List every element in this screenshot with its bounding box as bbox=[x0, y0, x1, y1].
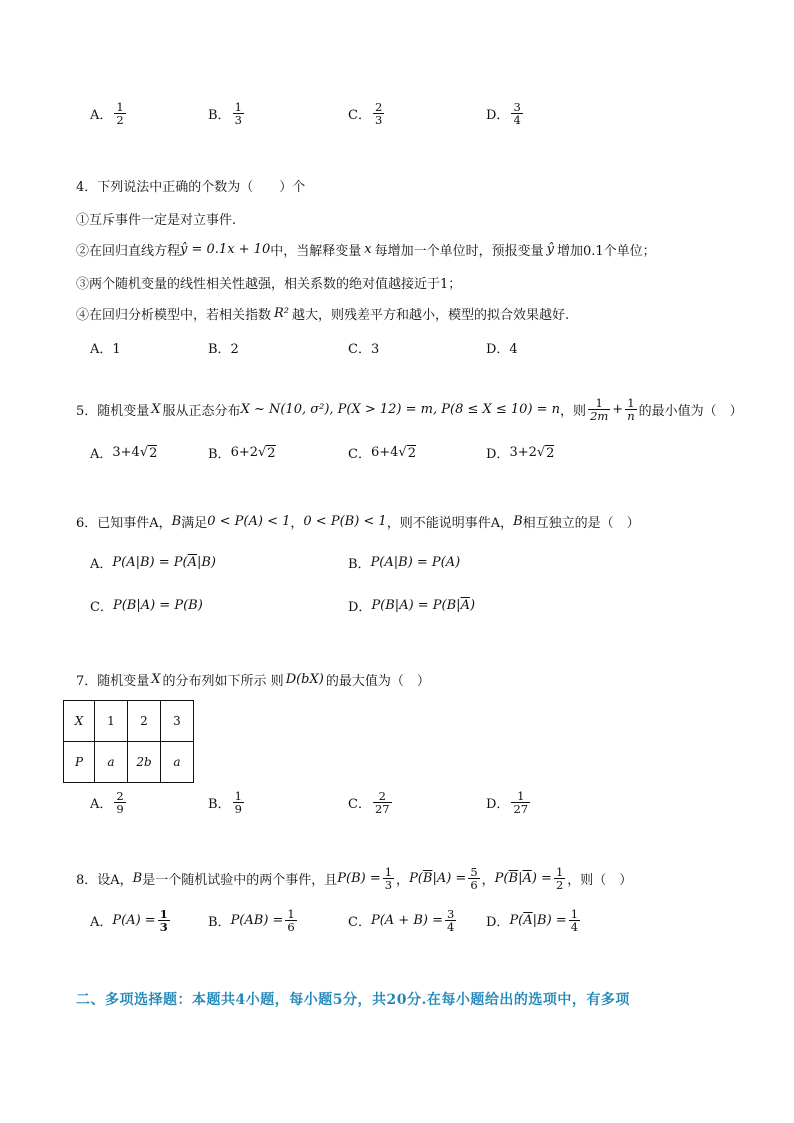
q8-option-b: B． P(AB) = $\frac{1}{6}$ bbox=[208, 907, 295, 935]
q4-stem: 4．下列说法中正确的个数为（ ）个 bbox=[76, 180, 306, 195]
q6-option-b: B． P(A|B) = P(A) bbox=[348, 555, 461, 572]
table-cell: X bbox=[64, 701, 95, 742]
table-cell: P bbox=[64, 742, 95, 783]
q4-statement-2: ②在回归直线方程 ŷ = 0.1x + 10 中，当解释变量 x 每增加一个单位时，预报变量 ŷ 增加0.1个单位； bbox=[76, 242, 656, 259]
q6-option-d: D． P(B|A) = P(B| $\overline{A}$ ) bbox=[348, 598, 476, 615]
table-cell: 2b bbox=[128, 742, 161, 783]
table-cell: 1 bbox=[95, 701, 128, 742]
q6-option-c: C． P(B|A) = P(B) bbox=[90, 598, 203, 615]
q8-stem: 8．设A， B 是一个随机试验中的两个事件，且 P(B) = $\frac{1}{3}$ ， P( $\overline{B}$ |A) = $\frac{5}{6}$ ， P( $\overline{B}$ | $\overline{A}$ ) = $\frac{1}{2}$ ，则（ ） bbox=[76, 865, 633, 893]
table-row bbox=[64, 742, 194, 783]
q5-option-c: C． 6+4 √ 2 bbox=[348, 445, 416, 462]
q6-option-a: A． P(A|B) = P( $\overline{A}$ |B) bbox=[90, 555, 216, 572]
distribution-table bbox=[63, 700, 194, 783]
q4-option-c: C．3 bbox=[348, 342, 380, 357]
table-cell: a bbox=[161, 742, 194, 783]
q3-option-a: A． $\frac{1}{2}$ bbox=[90, 100, 124, 128]
q3-option-b: B． $\frac{1}{3}$ bbox=[208, 100, 242, 128]
q3-option-d: D． $\frac{3}{4}$ bbox=[486, 100, 521, 128]
section-heading: 二、多项选择题：本题共4小题，每小题5分，共20分.在每小题给出的选项中，有多项 bbox=[76, 992, 630, 1008]
table-cell: 2 bbox=[128, 701, 161, 742]
q5-option-a: A． 3+4 √ 2 bbox=[90, 445, 158, 462]
q5-stem: 5．随机变量 X 服从正态分布 X ~ N(10, σ²), P(X > 12) = m, P(8 ≤ X ≤ 10) = n ，则 $\frac{1}{2m}$ + $\frac{1}{n}$ 的最小值为（ ） bbox=[76, 396, 743, 424]
q4-statement-3: ③两个随机变量的线性相关性越强，相关系数的绝对值越接近于1； bbox=[76, 277, 462, 292]
q7-option-d: D． $\frac{1}{27}$ bbox=[486, 789, 529, 817]
q8-option-d: D． P( $\overline{A}$ |B) = $\frac{1}{4}$ bbox=[486, 907, 579, 935]
q8-option-c: C． P(A + B) = $\frac{3}{4}$ bbox=[348, 907, 455, 935]
q7-option-a: A． $\frac{2}{9}$ bbox=[90, 789, 124, 817]
q3-option-c: C． $\frac{2}{3}$ bbox=[348, 100, 383, 128]
q6-stem: 6．已知事件A， B 满足 0 < P(A) < 1 ， 0 < P(B) < 1 ，则不能说明事件A， B 相互独立的是（ ） bbox=[76, 514, 640, 531]
q4-statement-1: ①互斥事件一定是对立事件. bbox=[76, 213, 237, 228]
table-cell: a bbox=[95, 742, 128, 783]
q4-option-a: A．1 bbox=[90, 342, 121, 357]
q4-option-b: B．2 bbox=[208, 342, 239, 357]
q5-option-b: B． 6+2 √ 2 bbox=[208, 445, 276, 462]
table-cell: 3 bbox=[161, 701, 194, 742]
q4-statement-4: ④在回归分析模型中，若相关指数 R² 越大，则残差平方和越小，模型的拟合效果越好. bbox=[76, 306, 570, 323]
q7-stem: 7．随机变量 X 的分布列如下所示 则 D(bX) 的最大值为（ ） bbox=[76, 672, 430, 689]
q5-option-d: D． 3+2 √ 2 bbox=[486, 445, 555, 462]
q7-option-c: C． $\frac{2}{27}$ bbox=[348, 789, 390, 817]
table-row bbox=[64, 701, 194, 742]
q7-option-b: B． $\frac{1}{9}$ bbox=[208, 789, 242, 817]
q4-option-d: D．4 bbox=[486, 342, 518, 357]
q8-option-a: A． P(A) = $\frac{1}{3}$ bbox=[90, 907, 168, 935]
